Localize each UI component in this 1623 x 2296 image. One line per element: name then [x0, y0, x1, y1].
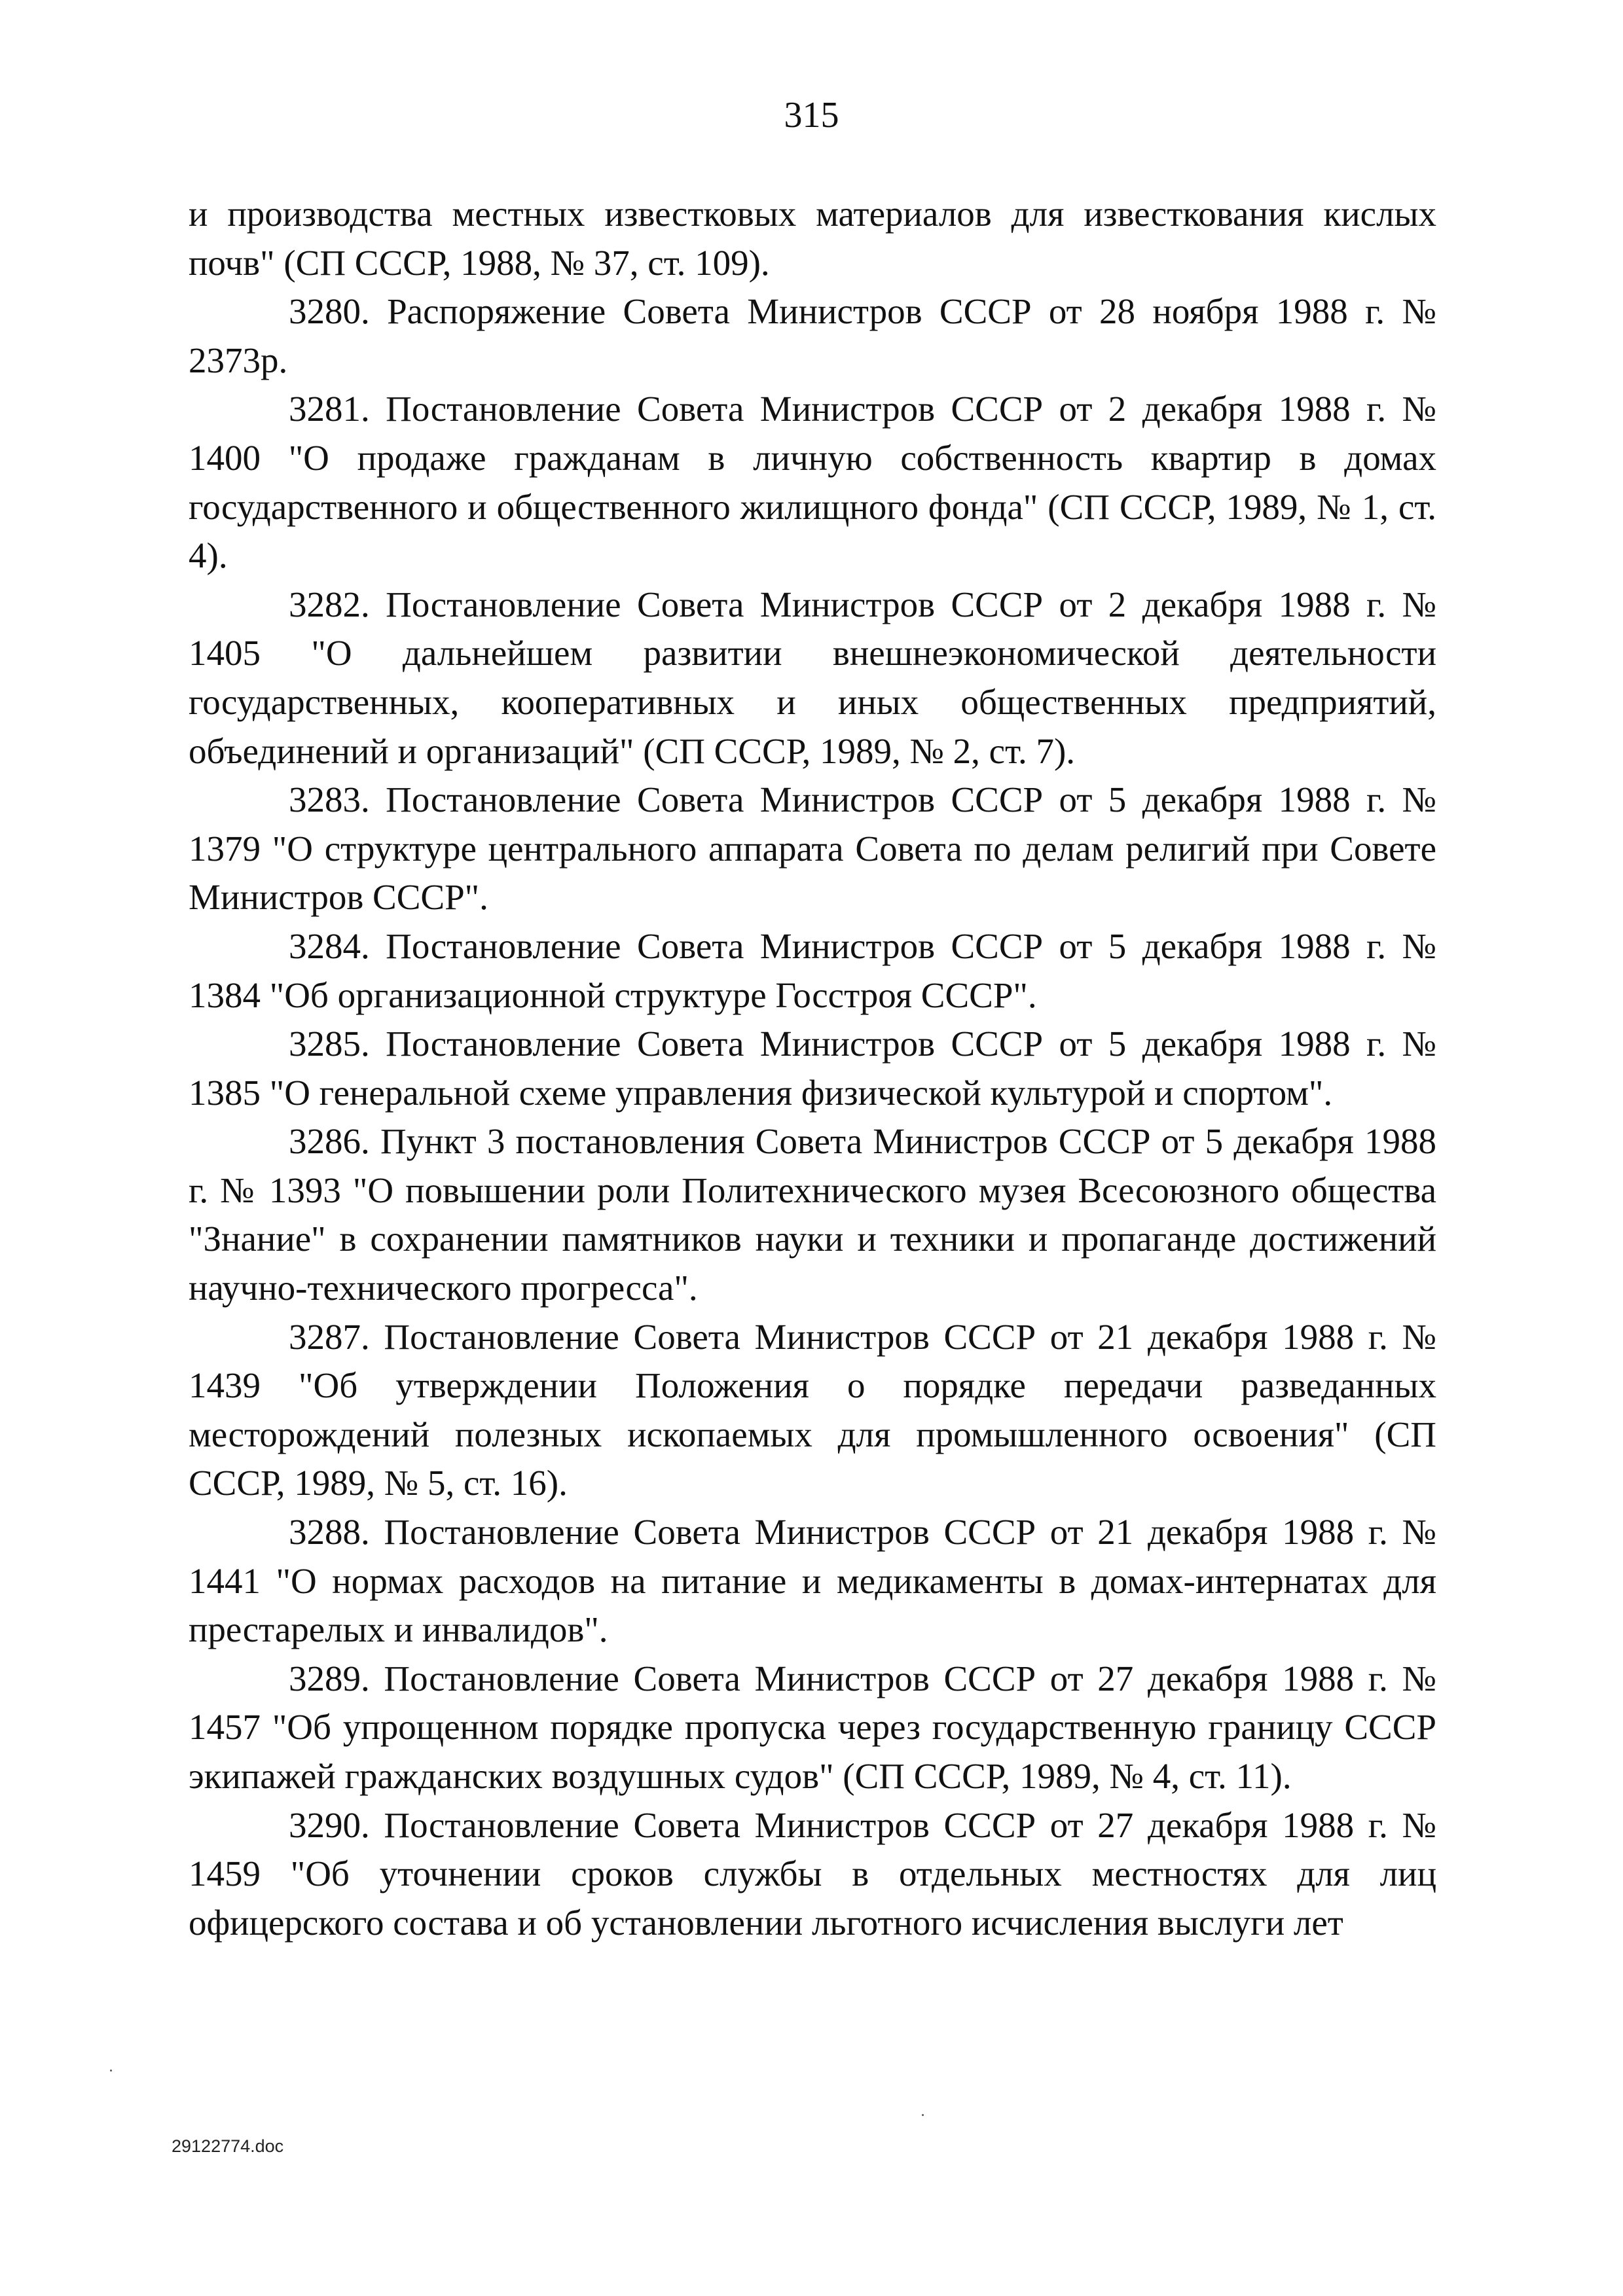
paragraph-3285: 3285. Постановление Совета Министров СССР от 5 декабря 1988 г. № 1385 "О генеральной схеме управления физической культурой и спортом".: [189, 1024, 1436, 1113]
paragraph-3288: 3288. Постановление Совета Министров СССР от 21 декабря 1988 г. № 1441 "О нормах расходов на питание и медикаменты в домах-интернатах для престарелых и инвалидов".: [189, 1512, 1436, 1650]
document-body: [189, 190, 1436, 1947]
paragraph-3287: 3287. Постановление Совета Министров СССР от 21 декабря 1988 г. № 1439 "Об утверждении Положения о порядке передачи разведанных месторождений полезных ископаемых для промышленного освоения" (СП СССР, 1989, № 5, ст. 16).: [189, 1316, 1436, 1503]
paragraph-3289: 3289. Постановление Совета Министров СССР от 27 декабря 1988 г. № 1457 "Об упрощенном порядке пропуска через государственную границу СССР экипажей гражданских воздушных судов" (СП СССР, 1989, № 4, ст. 11).: [189, 1658, 1436, 1796]
paragraph-3283: 3283. Постановление Совета Министров СССР от 5 декабря 1988 г. № 1379 "О структуре центрального аппарата Совета по делам религий при Совете Министров СССР".: [189, 780, 1436, 918]
footer-filename: 29122774.doc: [172, 2136, 284, 2156]
paragraph-3281: 3281. Постановление Совета Министров СССР от 2 декабря 1988 г. № 1400 "О продаже гражданам в личную собственность квартир в домах государственного и общественного жилищного фонда" (СП СССР, 1989, № 1, ст. 4).: [189, 389, 1436, 576]
paragraph-3286: 3286. Пункт 3 постановления Совета Министров СССР от 5 декабря 1988 г. № 1393 "О повышении роли Политехнического музея Всесоюзного общества "Знание" в сохранении памятников науки и техники и пропаганде достижений научно-технического прогресса".: [189, 1121, 1436, 1308]
scan-speck: [922, 2114, 924, 2116]
paragraph-3284: 3284. Постановление Совета Министров СССР от 5 декабря 1988 г. № 1384 "Об организационной структуре Госстроя СССР".: [189, 925, 1436, 1015]
paragraph-continuation: и производства местных известковых материалов для известкования кислых почв" (СП СССР, 1988, № 37, ст. 109).: [189, 194, 1436, 283]
page-number: 315: [784, 95, 839, 135]
paragraph-3282: 3282. Постановление Совета Министров СССР от 2 декабря 1988 г. № 1405 "О дальнейшем развитии внешнеэкономической деятельности государственных, кооперативных и иных общественных предприятий, объединений и организаций" (СП СССР, 1989, № 2, ст. 7).: [189, 584, 1436, 771]
scan-speck: [110, 2070, 112, 2072]
paragraph-3280: 3280. Распоряжение Совета Министров СССР от 28 ноября 1988 г. № 2373р.: [189, 291, 1436, 380]
paragraph-3290: 3290. Постановление Совета Министров СССР от 27 декабря 1988 г. № 1459 "Об уточнении сроков службы в отдельных местностях для лиц офицерского состава и об установлении льготного исчисления выслуги лет: [189, 1804, 1436, 1943]
